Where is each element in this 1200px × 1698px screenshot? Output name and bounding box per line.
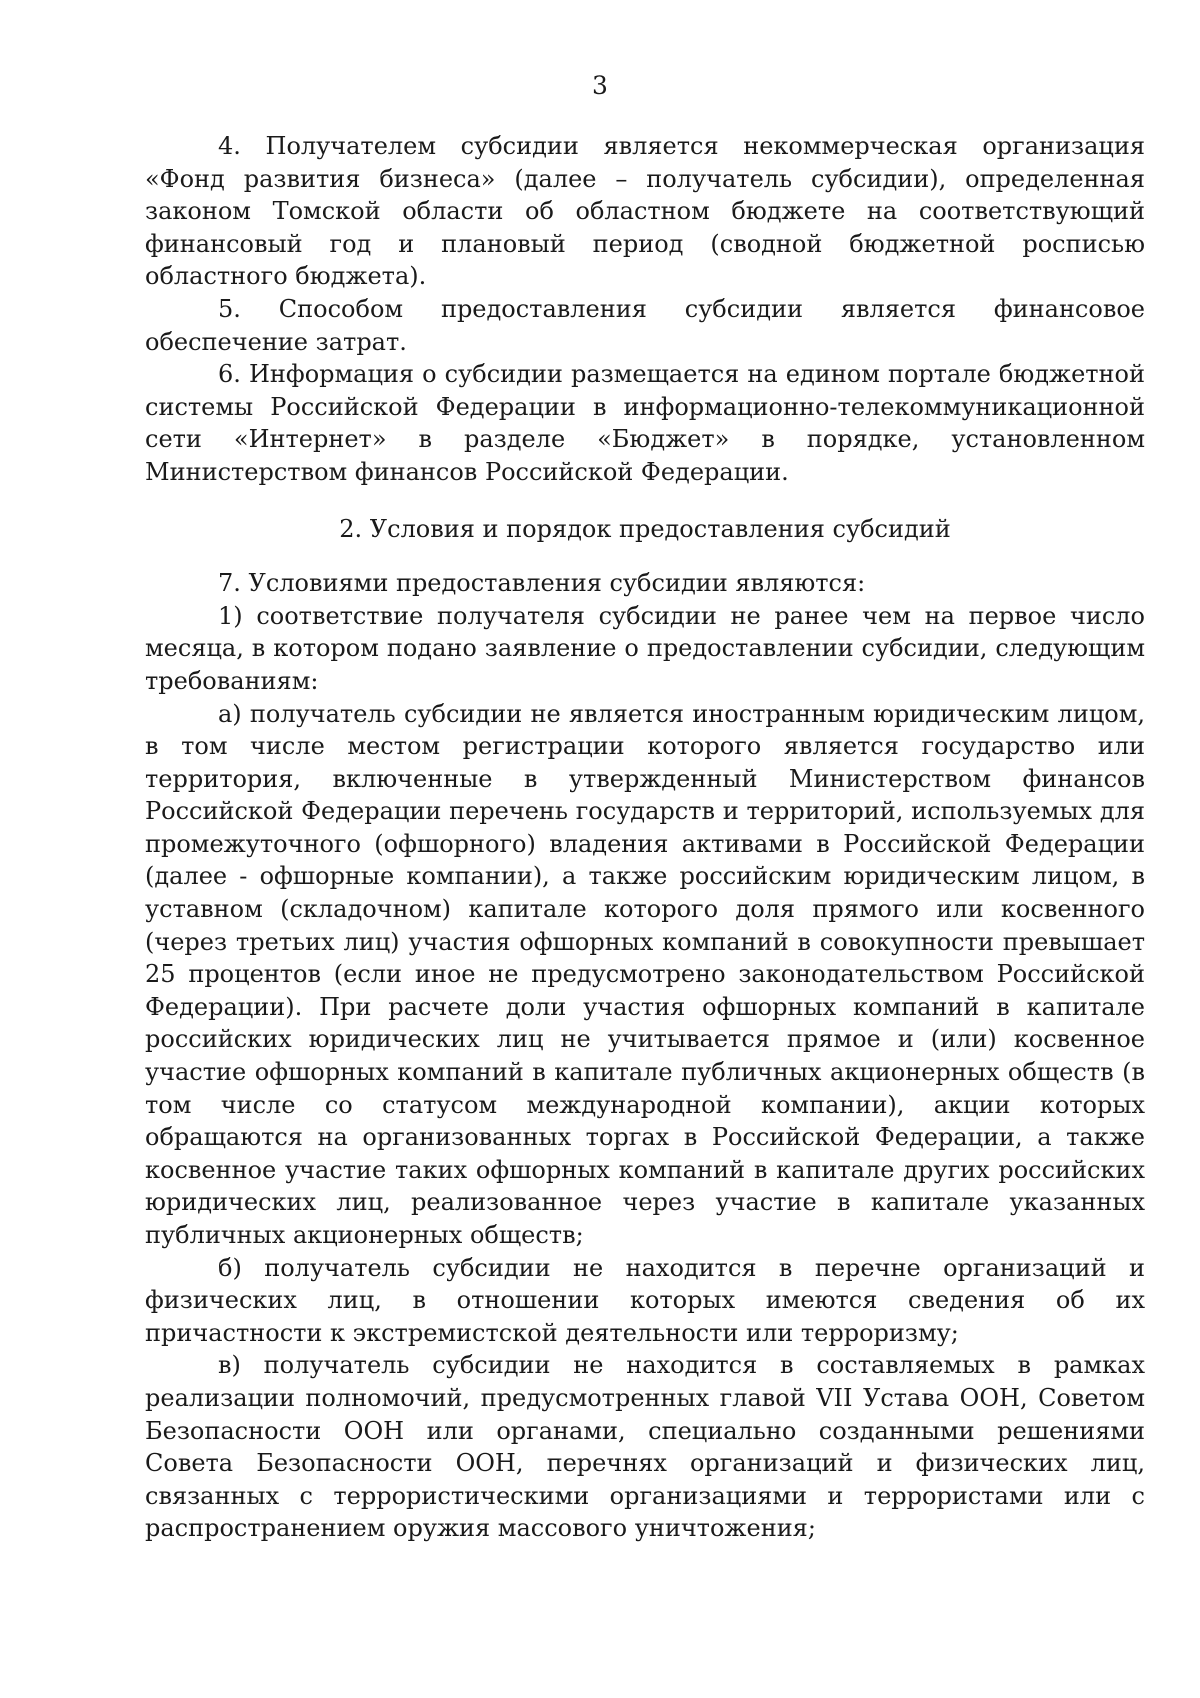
subitem-v: в) получатель субсидии не находится в составляемых в рамках реализации полномочий, предусмотренных главой VII Устава ООН, Советом Безопасности ООН или органами, специально созданными решениями Совета Безопасности ООН, перечнях организаций и физических лиц, связанных с террористическими организациями и террористами или с распространением оружия массового уничтожения; — [145, 1351, 1145, 1543]
spacer — [145, 489, 1145, 513]
paragraph-4: 4. Получателем субсидии является некоммерческая организация «Фонд развития бизнеса» (далее – получатель субсидии), определенная законом Томской области об областном бюджете на соответствующий финансовый год и плановый период (сводной бюджетной росписью областного бюджета). — [145, 132, 1145, 291]
paragraph-6: 6. Информация о субсидии размещается на едином портале бюджетной системы Российской Федерации в информационно-телекоммуникационной сети «Интернет» в разделе «Бюджет» в порядке, установленном Министерством финансов Российской Федерации. — [145, 360, 1145, 486]
subitem-b: б) получатель субсидии не находится в перечне организаций и физических лиц, в отношении которых имеются сведения об их причастности к экстремистской деятельности или терроризму; — [145, 1253, 1145, 1347]
document-body — [145, 130, 1145, 1545]
page-number: 3 — [592, 71, 608, 100]
paragraph-7: 7. Условиями предоставления субсидии являются: — [218, 569, 866, 598]
paragraph-5: 5. Способом предоставления субсидии является финансовое обеспечение затрат. — [145, 294, 1145, 356]
subitem-1: 1) соответствие получателя субсидии не ранее чем на первое число месяца, в котором подано заявление о предоставлении субсидии, следующим требованиям: — [145, 601, 1145, 695]
subitem-a: а) получатель субсидии не является иностранным юридическим лицом, в том числе местом регистрации которого является государство или территория, включенные в утвержденный Министерством финансов Российской Федерации перечень государств и территорий, используемых для промежуточного (офшорного) владения активами в Российской Федерации (далее - офшорные компании), а также российским юридическим лицом, в уставном (складочном) капитале которого доля прямого или косвенного (через третьих лиц) участия офшорных компаний в совокупности превышает 25 процентов (если иное не предусмотрено законодательством Российской Федерации). При расчете доли участия офшорных компаний в капитале российских юридических лиц не учитывается прямое и (или) косвенное участие офшорных компаний в капитале публичных акционерных обществ (в том числе со статусом международной компании), акции которых обращаются на организованных торгах в Российской Федерации, а также косвенное участие таких офшорных компаний в капитале других российских юридических лиц, реализованное через участие в капитале указанных публичных акционерных обществ; — [145, 699, 1145, 1249]
section-heading: 2. Условия и порядок предоставления субсидий — [339, 514, 951, 543]
spacer — [145, 545, 1145, 567]
